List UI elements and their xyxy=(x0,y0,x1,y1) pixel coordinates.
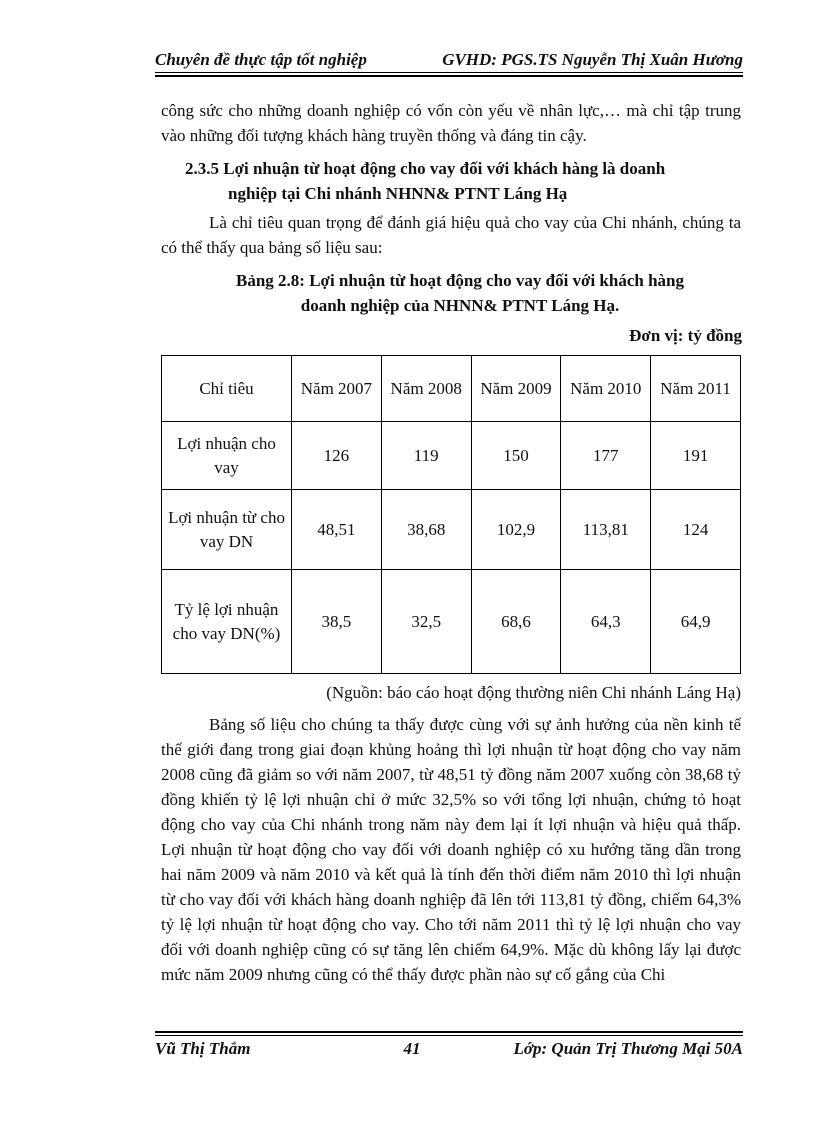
header-left: Chuyên đề thực tập tốt nghiệp xyxy=(155,50,367,69)
table-row xyxy=(162,490,741,570)
page-footer xyxy=(155,1031,743,1059)
header-cell: Năm 2009 xyxy=(471,356,561,422)
table-row xyxy=(162,422,741,490)
header-right: GVHD: PGS.TS Nguyễn Thị Xuân Hương xyxy=(442,50,743,69)
page-number: 41 xyxy=(403,1039,421,1058)
table-caption-line2: doanh nghiệp của NHNN& PTNT Láng Hạ. xyxy=(300,296,620,315)
table-cell: 102,9 xyxy=(471,490,561,570)
header-cell: Năm 2008 xyxy=(381,356,471,422)
unit-label: Đơn vị: tỷ đồng xyxy=(629,326,742,345)
section-heading-line2: nghiệp tại Chi nhánh NHNN& PTNT Láng Hạ xyxy=(228,184,568,203)
profit-table xyxy=(161,355,741,674)
header-cell: Năm 2011 xyxy=(651,356,741,422)
body-paragraph: Bảng số liệu cho chúng ta thấy được cùng với sự ảnh hưởng của nền kinh tế thế giới đang trong giai đoạn khủng hoảng thì lợi nhuận từ hoạt động cho vay năm 2008 cũng đã giảm so với năm 2007, từ 48,51 tỷ đồng năm 2007 xuống còn 38,68 tỷ đồng khiến tỷ lệ lợi nhuận chỉ ở mức 32,5% so với tổng lợi nhuận, chứng tỏ hoạt động cho vay của Chi nhánh trong năm này đem lại ít lợi nhuận và hiệu quả thấp. Lợi nhuận từ hoạt động cho vay đối với doanh nghiệp có xu hướng tăng dần trong hai năm 2009 và năm 2010 và kết quả là tính đến thời điểm năm 2010 thì lợi nhuận từ cho vay đối với khách hàng doanh nghiệp đã lên tới 113,81 tỷ đồng, chiếm 64,3% tỷ lệ lợi nhuận từ hoạt động cho vay. Cho tới năm 2011 thì tỷ lệ lợi nhuận cho vay đối với doanh nghiệp cũng có sự tăng lên chiếm 64,9%. Mặc dù không lấy lại được mức năm 2009 nhưng cũng có thể thấy được phần nào sự cố gắng của Chi xyxy=(161,715,741,984)
table-row xyxy=(162,570,741,674)
row-label: Lợi nhuận cho vay xyxy=(162,422,292,490)
row-label: Lợi nhuận từ cho vay DN xyxy=(162,490,292,570)
table-cell: 68,6 xyxy=(471,570,561,674)
lead-paragraph: Là chỉ tiêu quan trọng để đánh giá hiệu quả cho vay của Chi nhánh, chúng ta có thể thấy qua bảng số liệu sau: xyxy=(161,213,741,257)
table-cell: 32,5 xyxy=(381,570,471,674)
table-cell: 48,51 xyxy=(292,490,382,570)
table-cell: 64,3 xyxy=(561,570,651,674)
table-source: (Nguồn: báo cáo hoạt động thường niên Chi nhánh Láng Hạ) xyxy=(326,683,741,702)
table-cell: 126 xyxy=(292,422,382,490)
table-cell: 38,68 xyxy=(381,490,471,570)
table-cell: 113,81 xyxy=(561,490,651,570)
header-cell: Năm 2010 xyxy=(561,356,651,422)
table-cell: 119 xyxy=(381,422,471,490)
table-cell: 191 xyxy=(651,422,741,490)
header-cell: Chỉ tiêu xyxy=(162,356,292,422)
row-label: Tỷ lệ lợi nhuận cho vay DN(%) xyxy=(162,570,292,674)
table-cell: 64,9 xyxy=(651,570,741,674)
intro-paragraph: công sức cho những doanh nghiệp có vốn còn yếu về nhân lực,… mà chỉ tập trung vào những đối tượng khách hàng truyền thống và đáng tin cậy. xyxy=(161,101,741,145)
table-cell: 150 xyxy=(471,422,561,490)
table-caption-line1: Bảng 2.8: Lợi nhuận từ hoạt động cho vay đối với khách hàng xyxy=(235,271,685,290)
table-caption xyxy=(160,268,760,318)
table-cell: 177 xyxy=(561,422,651,490)
footer-author: Vũ Thị Thắm xyxy=(155,1039,251,1058)
section-heading-line1: 2.3.5 Lợi nhuận từ hoạt động cho vay đối với khách hàng là doanh xyxy=(185,159,666,178)
footer-class: Lớp: Quản Trị Thương Mại 50A xyxy=(513,1039,743,1058)
section-heading xyxy=(185,156,745,206)
header-cell: Năm 2007 xyxy=(292,356,382,422)
page-header xyxy=(155,50,743,73)
table-cell: 124 xyxy=(651,490,741,570)
table-cell: 38,5 xyxy=(292,570,382,674)
table-header-row xyxy=(162,356,741,422)
